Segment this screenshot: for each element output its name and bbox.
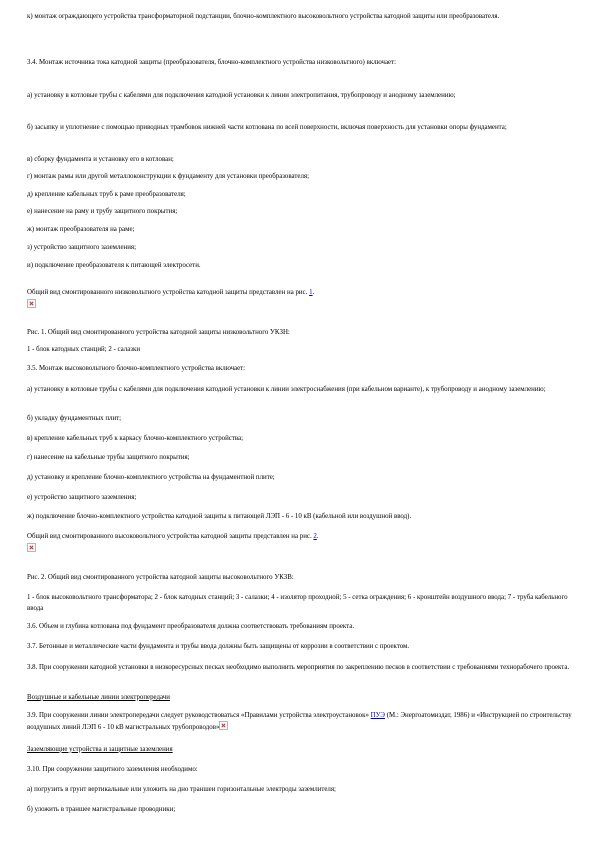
paragraph-a: а) установку в котловые трубы с кабелями для подключения катодной установки к линии электропитания, трубопроводу и анодному заземлению;	[27, 91, 456, 99]
broken-image-icon	[219, 721, 228, 730]
fig1-legend: 1 - блок катодных станций; 2 - салазки	[27, 345, 141, 353]
paragraph-3-8: 3.8. При сооружении катодной установки в низкоресурсных песках необходимо выполнить мероприятия по закреплению песков в соответствии с требованиями технорабочего проекта.	[27, 663, 570, 671]
paragraph-3-4: 3.4. Монтаж источника тока катодной защиты (преобразователя, блочно-комплектного устройства низковольтного) включает:	[27, 58, 396, 66]
fig1-link[interactable]: 1	[309, 288, 313, 296]
fig2-link[interactable]: 2	[313, 532, 317, 540]
paragraph-v: в) сборку фундамента и установку его в котлован;	[27, 155, 174, 163]
paragraph-3-9: 3.9. При сооружении линии электропередачи следует руководствоваться «Правилами устройства электроустановок» ПУЭ (М.: Энергоатомиздат, 1986) и «Инструкцией по строительству воздушных линий ЛЭП 6 - 10 кВ магистральных трубопроводов»	[27, 711, 572, 731]
fig2-caption: Рис. 2. Общий вид смонтированного устройства катодной защиты высоковольтного УКЗВ:	[27, 573, 294, 581]
paragraph-g2: г) нанесение на кабельные трубы защитного покрытия;	[27, 453, 190, 461]
paragraph-g: г) монтаж рамы или другой металлоконструкции к фундаменту для установки преобразователя;	[27, 172, 310, 180]
paragraph-fig2-ref: Общий вид смонтированного высоковольтного устройства катодной защиты представлен на рис. 2.	[27, 532, 319, 540]
paragraph-a2: а) установку в котловые трубы с кабелями для подключения катодной установки к линии электроснабжения (при кабельном варианте), к трубопроводу и анодному заземлению;	[27, 385, 546, 393]
paragraph-zh2: ж) подключение блочно-комплектного устройства катодной защиты к питающей ЛЭП - 6 - 10 кВ (кабельной или воздушной ввод).	[27, 512, 412, 520]
paragraph-fig1-ref: Общий вид смонтированного низковольтного устройства катодной защиты представлен на рис. 1.	[27, 288, 315, 296]
paragraph-i: и) подключение преобразователя к питающей электросети.	[27, 261, 201, 269]
paragraph-b2: б) укладку фундаментных плит;	[27, 414, 122, 422]
paragraph-3-6: 3.6. Объем и глубина котлована под фундамент преобразователя должна соответствовать требованиям проекта.	[27, 622, 355, 630]
paragraph-d: д) крепление кабельных труб к раме преобразователя;	[27, 190, 186, 198]
paragraph-3-5: 3.5. Монтаж высоковольтного блочно-комплектного устройства включает:	[27, 364, 246, 372]
paragraph-zh: ж) монтаж преобразователя на раме;	[27, 225, 135, 233]
paragraph-3-10: 3.10. При сооружении защитного заземления необходимо:	[27, 765, 198, 773]
paragraph-e: е) нанесение на раму и трубу защитного покрытия;	[27, 207, 178, 215]
paragraph-b3: б) уложить в траншее магистральные проводники;	[27, 805, 176, 813]
section-heading-power-lines: Воздушные и кабельные линии электропередачи	[27, 693, 170, 701]
paragraph-d2: д) установку и крепление блочно-комплектного устройства на фундаментной плите;	[27, 473, 275, 481]
paragraph-b: б) засыпку и уплотнение с помощью приводных трамбовок нижней части котлована по всей поверхности, включая поверхность для установки опоры фундамента;	[27, 123, 507, 131]
paragraph-z: з) устройство защитного заземления;	[27, 243, 136, 251]
paragraph-3-7: 3.7. Бетонные и металлические части фундамента и трубы ввода должны быть защищены от коррозии в соответствии с проектом.	[27, 642, 410, 650]
fig1-caption: Рис. 1. Общий вид смонтированного устройства катодной защиты низковольтного УКЗН:	[27, 328, 290, 336]
paragraph-e2: е) устройство защитного заземления;	[27, 493, 137, 501]
paragraph-v2: в) крепление кабельных труб к каркасу блочно-комплектного устройства;	[27, 434, 243, 442]
pue-link[interactable]: ПУЭ	[370, 711, 385, 719]
paragraph-a3: а) погрузить в грунт вертикальные или уложить на дно траншеи горизонтальные электроды заземлителя;	[27, 785, 336, 793]
fig1-image	[27, 299, 579, 311]
fig2-image	[27, 543, 579, 555]
broken-image-icon	[27, 299, 36, 308]
paragraph-k: к) монтаж ограждающего устройства трансформаторной подстанции, блочно-комплектного высоковольтного устройства катодной защиты или преобразователя.	[27, 12, 500, 20]
section-heading-grounding: Заземляющие устройства и защитные заземления	[27, 745, 173, 753]
broken-image-icon	[27, 543, 36, 552]
fig2-legend: 1 - блок высоковольтного трансформатора; 2 - блок катодных станций; 3 - салазки; 4 - изолятор проходной; 5 - сетка ограждения; 6 - кронштейн воздушного ввода; 7 - труба кабельного ввода	[27, 593, 568, 612]
